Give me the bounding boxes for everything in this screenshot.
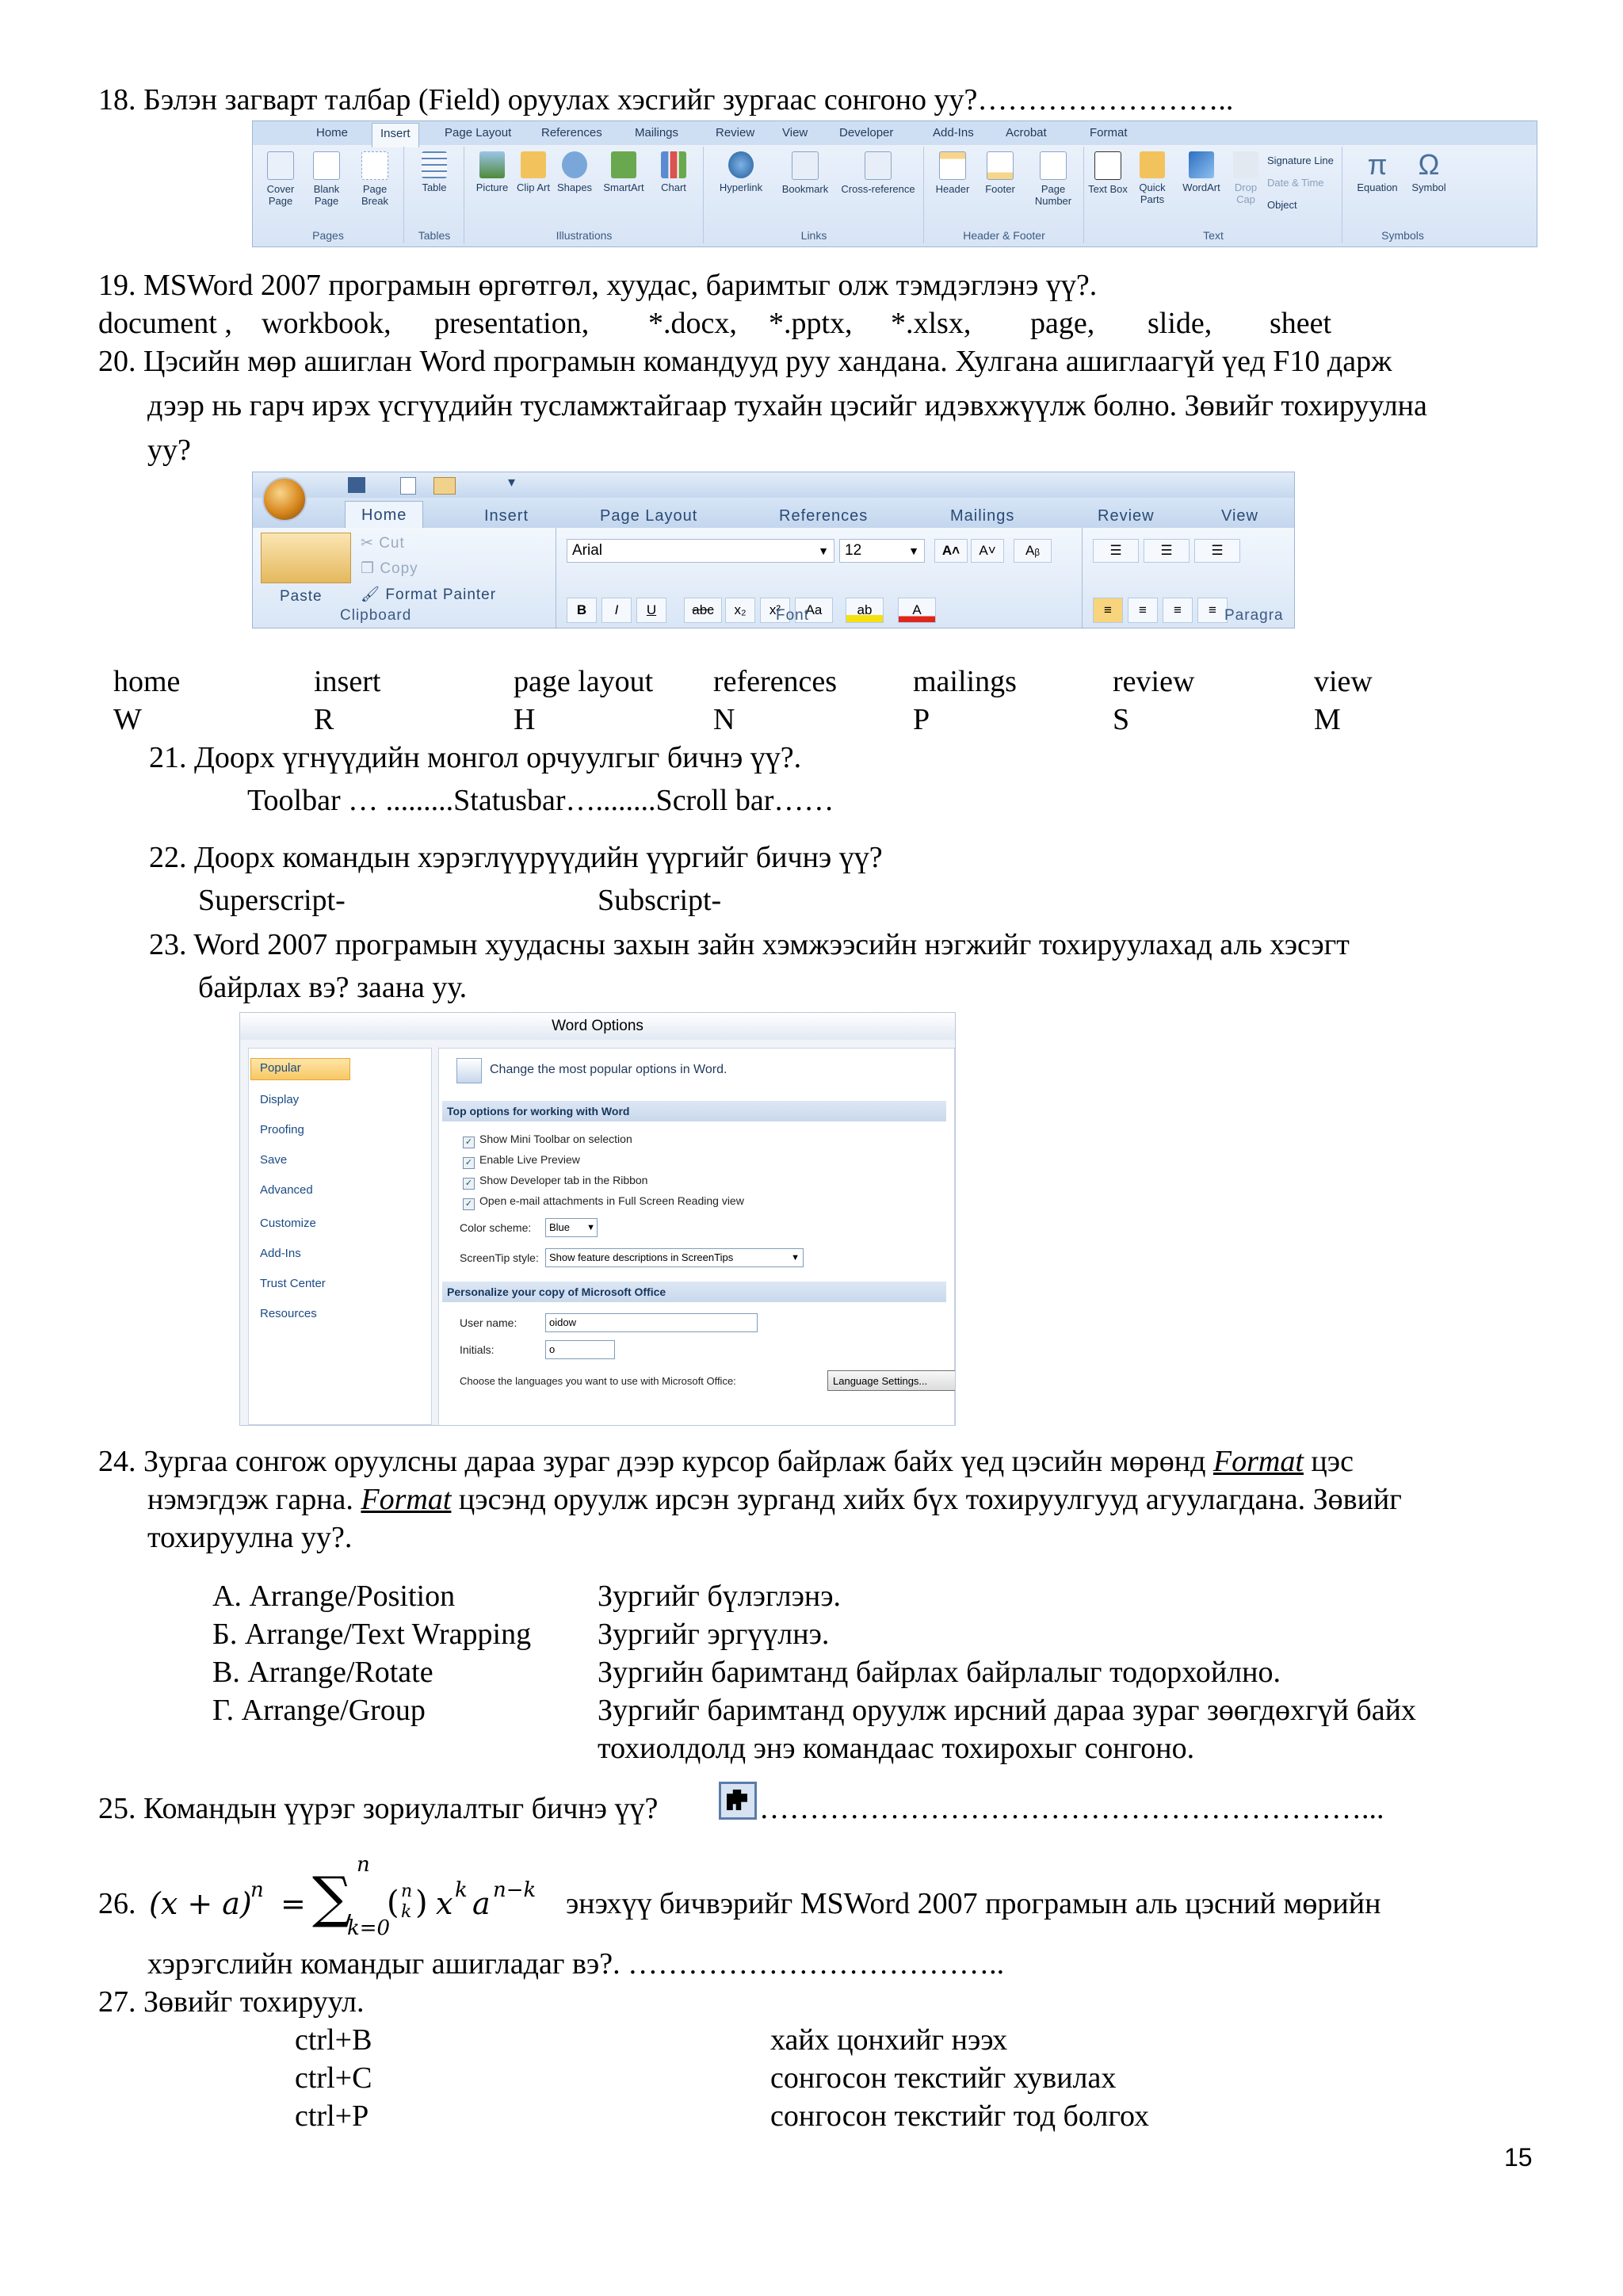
paste-button[interactable]: Paste (280, 588, 323, 605)
cross-reference-icon (865, 151, 892, 180)
group-label-links: Links (800, 229, 827, 242)
hyperlink-button[interactable]: Hyperlink (708, 151, 774, 193)
superscript-button[interactable]: x² (760, 598, 790, 623)
q27-key-1: ctrl+B (295, 2023, 372, 2057)
grow-font-icon[interactable]: A˄ (934, 539, 968, 563)
options-main-panel (438, 1048, 955, 1426)
q21-terms: Toolbar … .........Statusbar…........Scroll bar…… (247, 784, 834, 817)
question-24-line-1: 24. Зургаа сонгож оруулсны дараа зураг дээр курсор байрлаж байх үед цэсийн мөрөнд Format цэс (98, 1445, 1354, 1478)
chevron-down-icon[interactable]: ▼ (586, 1223, 595, 1232)
group-label-pages: Pages (312, 229, 344, 242)
nav-customize[interactable]: Customize (260, 1217, 316, 1230)
equation-button[interactable]: π Equation (1357, 148, 1398, 193)
smartart-icon (611, 151, 636, 178)
footer-button[interactable]: Footer (977, 151, 1023, 195)
nav-save[interactable]: Save (260, 1153, 288, 1167)
save-icon[interactable] (348, 477, 365, 493)
quick-parts-button[interactable]: Quick Parts (1129, 151, 1175, 205)
page-number-button[interactable]: Page Number (1026, 151, 1080, 207)
question-18: 18. Бэлэн загварт талбар (Field) оруулах хэсгийг зургаас сонгоно уу?…………………….. (98, 83, 1234, 117)
symbol-button[interactable]: Ω Symbol (1411, 148, 1446, 193)
font-dropdown-icon[interactable]: ▼ (818, 544, 829, 557)
q20-tab-references: references (713, 665, 838, 698)
group-text (1085, 147, 1342, 243)
page-break-icon (361, 151, 388, 180)
question-20-line-1: 20. Цэсийн мөр ашиглан Word програмын командууд руу хандана. Хулгана ашиглаагүй үед F10 дарж (98, 345, 1392, 378)
nav-advanced[interactable]: Advanced (260, 1183, 313, 1197)
clip-art-button[interactable]: Clip Art (516, 151, 551, 193)
open-folder-icon[interactable] (433, 477, 456, 495)
q19-word-5: *.pptx, (769, 307, 853, 340)
align-left-icon[interactable]: ≡ (1093, 598, 1123, 623)
group-header-footer (925, 147, 1084, 243)
q27-action-1: хайх цонхийг нээх (770, 2023, 1008, 2057)
q19-word-9: sheet (1270, 307, 1332, 340)
tab-format[interactable]: Format (1090, 126, 1128, 139)
picture-icon (479, 151, 505, 178)
options-icon (456, 1058, 482, 1083)
question-23-line-2: байрлах вэ? заана уу. (198, 971, 468, 1004)
globe-icon (728, 151, 754, 178)
q24-option-c: В. Arrange/Rotate (212, 1656, 433, 1689)
nav-proofing[interactable]: Proofing (260, 1123, 304, 1137)
q20-tab-home: home (113, 665, 181, 698)
question-21: 21. Доорх үгнүүдийн монгол орчуулгыг бичнэ үү?. (149, 741, 802, 774)
option-developer-tab[interactable]: ✓ Show Developer tab in the Ribbon (463, 1174, 647, 1190)
group-label-header-footer: Header & Footer (963, 229, 1045, 242)
customize-qat-icon[interactable]: ▾ (508, 474, 516, 490)
header-button[interactable]: Header (930, 151, 976, 195)
signature-line-button[interactable]: Signature Line (1267, 155, 1334, 166)
object-button[interactable]: Object (1267, 199, 1297, 211)
align-center-icon[interactable]: ≡ (1128, 598, 1158, 623)
color-scheme-select[interactable]: Blue ▼ (545, 1218, 598, 1237)
italic-button[interactable]: I (601, 598, 632, 623)
q27-key-2: ctrl+C (295, 2061, 372, 2095)
initials-input[interactable]: o (545, 1340, 615, 1359)
tab-review[interactable]: Review (1098, 507, 1155, 525)
tab-insert[interactable]: Insert (372, 123, 419, 147)
omega-icon: Ω (1418, 148, 1440, 181)
q19-word-2: workbook, (262, 307, 391, 340)
question-24-line-3: тохируулна уу?. (147, 1521, 353, 1554)
q19-word-7: page, (1030, 307, 1095, 340)
multilevel-list-icon[interactable]: ☰ (1194, 539, 1240, 563)
format-painter-button[interactable]: 🖌 Format Painter (361, 586, 497, 603)
checkbox-icon[interactable]: ✓ (463, 1198, 475, 1210)
checkbox-icon[interactable]: ✓ (463, 1157, 475, 1169)
group-label-paragraph: Paragra (1224, 607, 1284, 624)
q24-answer-4-cont: тохиолдолд энэ командаас тохирохыг сонгоно. (598, 1732, 1195, 1765)
q19-word-1: document , (98, 307, 232, 340)
nav-popular[interactable]: Popular (260, 1061, 301, 1075)
q25-answer-dots: ……………………………………………………... (759, 1792, 1384, 1825)
tab-view[interactable]: View (782, 126, 808, 139)
quick-parts-icon (1140, 151, 1165, 178)
table-button[interactable]: Table (413, 151, 456, 193)
q19-word-6: *.xlsx, (891, 307, 972, 340)
group-divider-2 (1082, 528, 1083, 628)
q20-key-n: N (713, 703, 735, 736)
tab-view[interactable]: View (1221, 507, 1258, 525)
font-color-icon[interactable]: A (898, 598, 936, 623)
clip-art-icon (521, 151, 546, 178)
group-label-clipboard: Clipboard (340, 607, 412, 624)
group-label-tables: Tables (418, 229, 451, 242)
copy-button[interactable]: ❐ Copy (361, 560, 418, 577)
question-27: 27. Зөвийг тохируул. (98, 1985, 365, 2019)
table-icon (422, 151, 447, 178)
justify-icon[interactable]: ≡ (1197, 598, 1228, 623)
bullets-icon[interactable]: ☰ (1093, 539, 1139, 563)
group-tables (405, 147, 464, 243)
nav-resources[interactable]: Resources (260, 1307, 317, 1320)
tab-home[interactable]: Home (316, 126, 349, 139)
group-label-symbols: Symbols (1381, 229, 1424, 242)
question-24-line-2: нэмэгдэж гарна. Format цэсэнд оруулж ирсэн зурганд хийх бүх тохируулгууд агуулагдана. Зөвийг (147, 1483, 1402, 1516)
change-case-button[interactable]: Aa (795, 598, 833, 623)
q20-tab-page-layout: page layout (514, 665, 654, 698)
new-document-icon[interactable] (400, 477, 416, 495)
quick-access-toolbar (253, 472, 1294, 498)
screentip-style-label: ScreenTip style: (460, 1251, 539, 1264)
initials-label: Initials: (460, 1343, 495, 1356)
q24-option-b: Б. Arrange/Text Wrapping (212, 1618, 532, 1651)
question-23-line-1: 23. Word 2007 програмын хуудасны захын зайн хэмжээсийн нэгжийг тохируулахад аль хэсэгт (149, 928, 1350, 961)
group-symbols (1343, 147, 1462, 243)
nav-add-ins[interactable]: Add-Ins (260, 1247, 301, 1260)
page-number-icon (1040, 151, 1067, 180)
chevron-down-icon[interactable]: ▼ (791, 1253, 800, 1263)
nav-display[interactable]: Display (260, 1093, 300, 1106)
question-20-line-2: дээр нь гарч ирэх үсгүүдийн тусламжтайгаар тухайн цэсийг идэвхжүүлж болно. Зөвийг тохируулна (147, 389, 1427, 422)
wordart-icon (1189, 151, 1214, 178)
q26-formula: (x + a) n = ∑ n k=0 ( n k ) x k a n−k (149, 1853, 537, 1940)
q20-key-m: M (1314, 703, 1341, 736)
date-time-button[interactable]: Date & Time (1267, 177, 1324, 189)
bookmark-icon (792, 151, 819, 180)
tab-mailings[interactable]: Mailings (950, 507, 1015, 525)
q24-answer-4: Зургийг баримтанд оруулж ирсний дараа зураг зөөгдөхгүй байх (598, 1694, 1416, 1727)
q22-superscript: Superscript- (198, 884, 346, 917)
ribbon-insert-screenshot (252, 120, 1537, 247)
cover-page-button[interactable]: Cover Page (259, 151, 302, 207)
highlight-icon[interactable]: ab (846, 598, 884, 623)
page-number: 15 (1504, 2143, 1533, 2172)
q27-action-2: сонгосон текстийг хувилах (770, 2061, 1117, 2095)
section-top-options: Top options for working with Word (442, 1101, 946, 1121)
checkbox-icon[interactable]: ✓ (463, 1178, 475, 1190)
drop-cap-button[interactable]: Drop Cap (1226, 151, 1266, 205)
option-full-screen-reading[interactable]: ✓ Open e-mail attachments in Full Screen Reading view (463, 1194, 744, 1210)
text-box-icon (1094, 151, 1121, 180)
font-name-field[interactable]: Arial ▼ (567, 539, 834, 563)
subscript-button[interactable]: x₂ (725, 598, 755, 623)
page-break-button[interactable]: Page Break (351, 151, 399, 207)
group-label-illustrations: Illustrations (556, 229, 613, 242)
shapes-icon (562, 151, 587, 178)
dialog-title: Word Options (240, 1013, 955, 1040)
q20-tab-mailings: mailings (913, 665, 1017, 698)
paste-icon (261, 533, 351, 583)
q19-word-8: slide, (1148, 307, 1212, 340)
question-25: 25. Командын үүрэг зориулалтыг бичнэ үү? (98, 1792, 659, 1825)
q26-line-2: хэрэгслийн командыг ашигладаг вэ?. ……………………………….. (147, 1947, 1005, 1981)
color-scheme-label: Color scheme: (460, 1221, 532, 1234)
q20-tab-review: review (1113, 665, 1195, 698)
drop-cap-icon (1233, 151, 1258, 178)
blank-page-button[interactable]: Blank Page (305, 151, 348, 207)
q19-word-3: presentation, (434, 307, 590, 340)
q26-text: энэхүү бичвэрийг MSWord 2007 програмын аль цэсний мөрийн (566, 1887, 1381, 1920)
group-label-text: Text (1203, 229, 1224, 242)
smartart-button[interactable]: SmartArt (598, 151, 649, 193)
q27-action-3: сонгосон текстийг тод болгох (770, 2099, 1150, 2133)
checkbox-icon[interactable]: ✓ (463, 1137, 475, 1148)
tab-page-layout[interactable]: Page Layout (445, 126, 512, 139)
chart-button[interactable]: Chart (652, 151, 695, 193)
pi-icon: π (1367, 148, 1388, 181)
q20-key-r: R (314, 703, 334, 736)
question-22: 22. Доорх командын хэрэглүүрүүдийн үүргийг бичнэ үү? (149, 841, 883, 874)
tab-add-ins[interactable]: Add-Ins (933, 126, 974, 139)
bookmark-button[interactable]: Bookmark (776, 151, 834, 195)
group-links (705, 147, 924, 243)
chart-icon (661, 151, 686, 178)
tab-home[interactable]: Home (345, 501, 423, 532)
tab-developer[interactable]: Developer (839, 126, 894, 139)
tab-insert[interactable]: Insert (484, 507, 529, 525)
question-20-line-3: уу? (147, 434, 191, 467)
ribbon-home-screenshot (252, 472, 1295, 628)
ribbon-home-body (253, 528, 1294, 628)
office-button[interactable] (262, 477, 307, 521)
q20-key-h: H (514, 703, 536, 736)
q27-key-3: ctrl+P (295, 2099, 369, 2133)
q24-answer-2: Зургийг эргүүлнэ. (598, 1618, 830, 1651)
tab-acrobat[interactable]: Acrobat (1006, 126, 1047, 139)
q20-key-p: P (913, 703, 930, 736)
section-personalize: Personalize your copy of Microsoft Office (442, 1282, 946, 1302)
sigma-icon: ∑ (312, 1865, 352, 1930)
shrink-font-icon[interactable]: A˅ (971, 539, 1004, 563)
strikethrough-button[interactable]: abc (684, 598, 722, 623)
word-options-dialog (239, 1012, 956, 1426)
question-19: 19. MSWord 2007 програмын өргөтгөл, хуудас, баримтыг олж тэмдэглэнэ үү?. (98, 269, 1098, 302)
user-name-input[interactable]: oidow (545, 1313, 758, 1332)
tab-references[interactable]: References (541, 126, 602, 139)
text-box-button[interactable]: Text Box (1088, 151, 1128, 195)
q24-answer-1: Зургийг бүлэглэнэ. (598, 1580, 842, 1613)
shapes-button[interactable]: Shapes (552, 151, 597, 193)
language-settings-button[interactable]: Language Settings... (827, 1370, 956, 1391)
numbering-icon[interactable]: ☰ (1144, 539, 1190, 563)
q20-key-s: S (1113, 703, 1130, 736)
cover-page-icon (267, 151, 294, 180)
group-pages (253, 147, 404, 243)
languages-text: Choose the languages you want to use with Microsoft Office: (460, 1375, 736, 1387)
underline-button[interactable]: U (636, 598, 666, 623)
footer-icon (987, 151, 1014, 180)
wordart-button[interactable]: WordArt (1177, 151, 1226, 193)
q20-key-w: W (113, 703, 142, 736)
header-icon (939, 151, 966, 180)
screentip-style-select[interactable]: Show feature descriptions in ScreenTips ▼ (545, 1248, 804, 1267)
clear-formatting-icon[interactable]: Aᵦ (1014, 539, 1052, 563)
options-nav (248, 1048, 432, 1425)
tab-mailings[interactable]: Mailings (635, 126, 679, 139)
user-name-label: User name: (460, 1316, 517, 1329)
group-label-font: Font (776, 607, 810, 624)
q26-number: 26. (98, 1887, 136, 1920)
font-size-dropdown-icon[interactable]: ▼ (908, 544, 919, 557)
bold-button[interactable]: B (567, 598, 597, 623)
cut-button[interactable]: ✂ Cut (361, 535, 405, 552)
q24-option-d: Г. Arrange/Group (212, 1694, 426, 1727)
picture-button[interactable]: Picture (470, 151, 514, 193)
q20-tab-insert: insert (314, 665, 381, 698)
cross-reference-button[interactable]: Cross-reference (834, 151, 922, 195)
q20-tab-view: view (1314, 665, 1373, 698)
blank-page-icon (313, 151, 340, 180)
ribbon-tab-bar (253, 121, 1537, 145)
tab-references[interactable]: References (779, 507, 869, 525)
nav-trust-center[interactable]: Trust Center (260, 1277, 326, 1290)
group-illustrations (465, 147, 704, 243)
command-button-icon (719, 1782, 757, 1820)
option-mini-toolbar[interactable]: ✓ Show Mini Toolbar on selection (463, 1133, 632, 1148)
q22-subscript: Subscript- (598, 884, 722, 917)
align-right-icon[interactable]: ≡ (1163, 598, 1193, 623)
q24-answer-3: Зургийн баримтанд байрлах байрлалыг тодорхойлно. (598, 1656, 1281, 1689)
font-size-field[interactable]: 12 ▼ (839, 539, 925, 563)
panel-heading: Change the most popular options in Word. (490, 1063, 727, 1076)
tab-page-layout[interactable]: Page Layout (600, 507, 698, 525)
q24-option-a: А. Arrange/Position (212, 1580, 456, 1613)
option-live-preview[interactable]: ✓ Enable Live Preview (463, 1153, 580, 1169)
tab-review[interactable]: Review (716, 126, 755, 139)
q19-word-4: *.docx, (648, 307, 737, 340)
